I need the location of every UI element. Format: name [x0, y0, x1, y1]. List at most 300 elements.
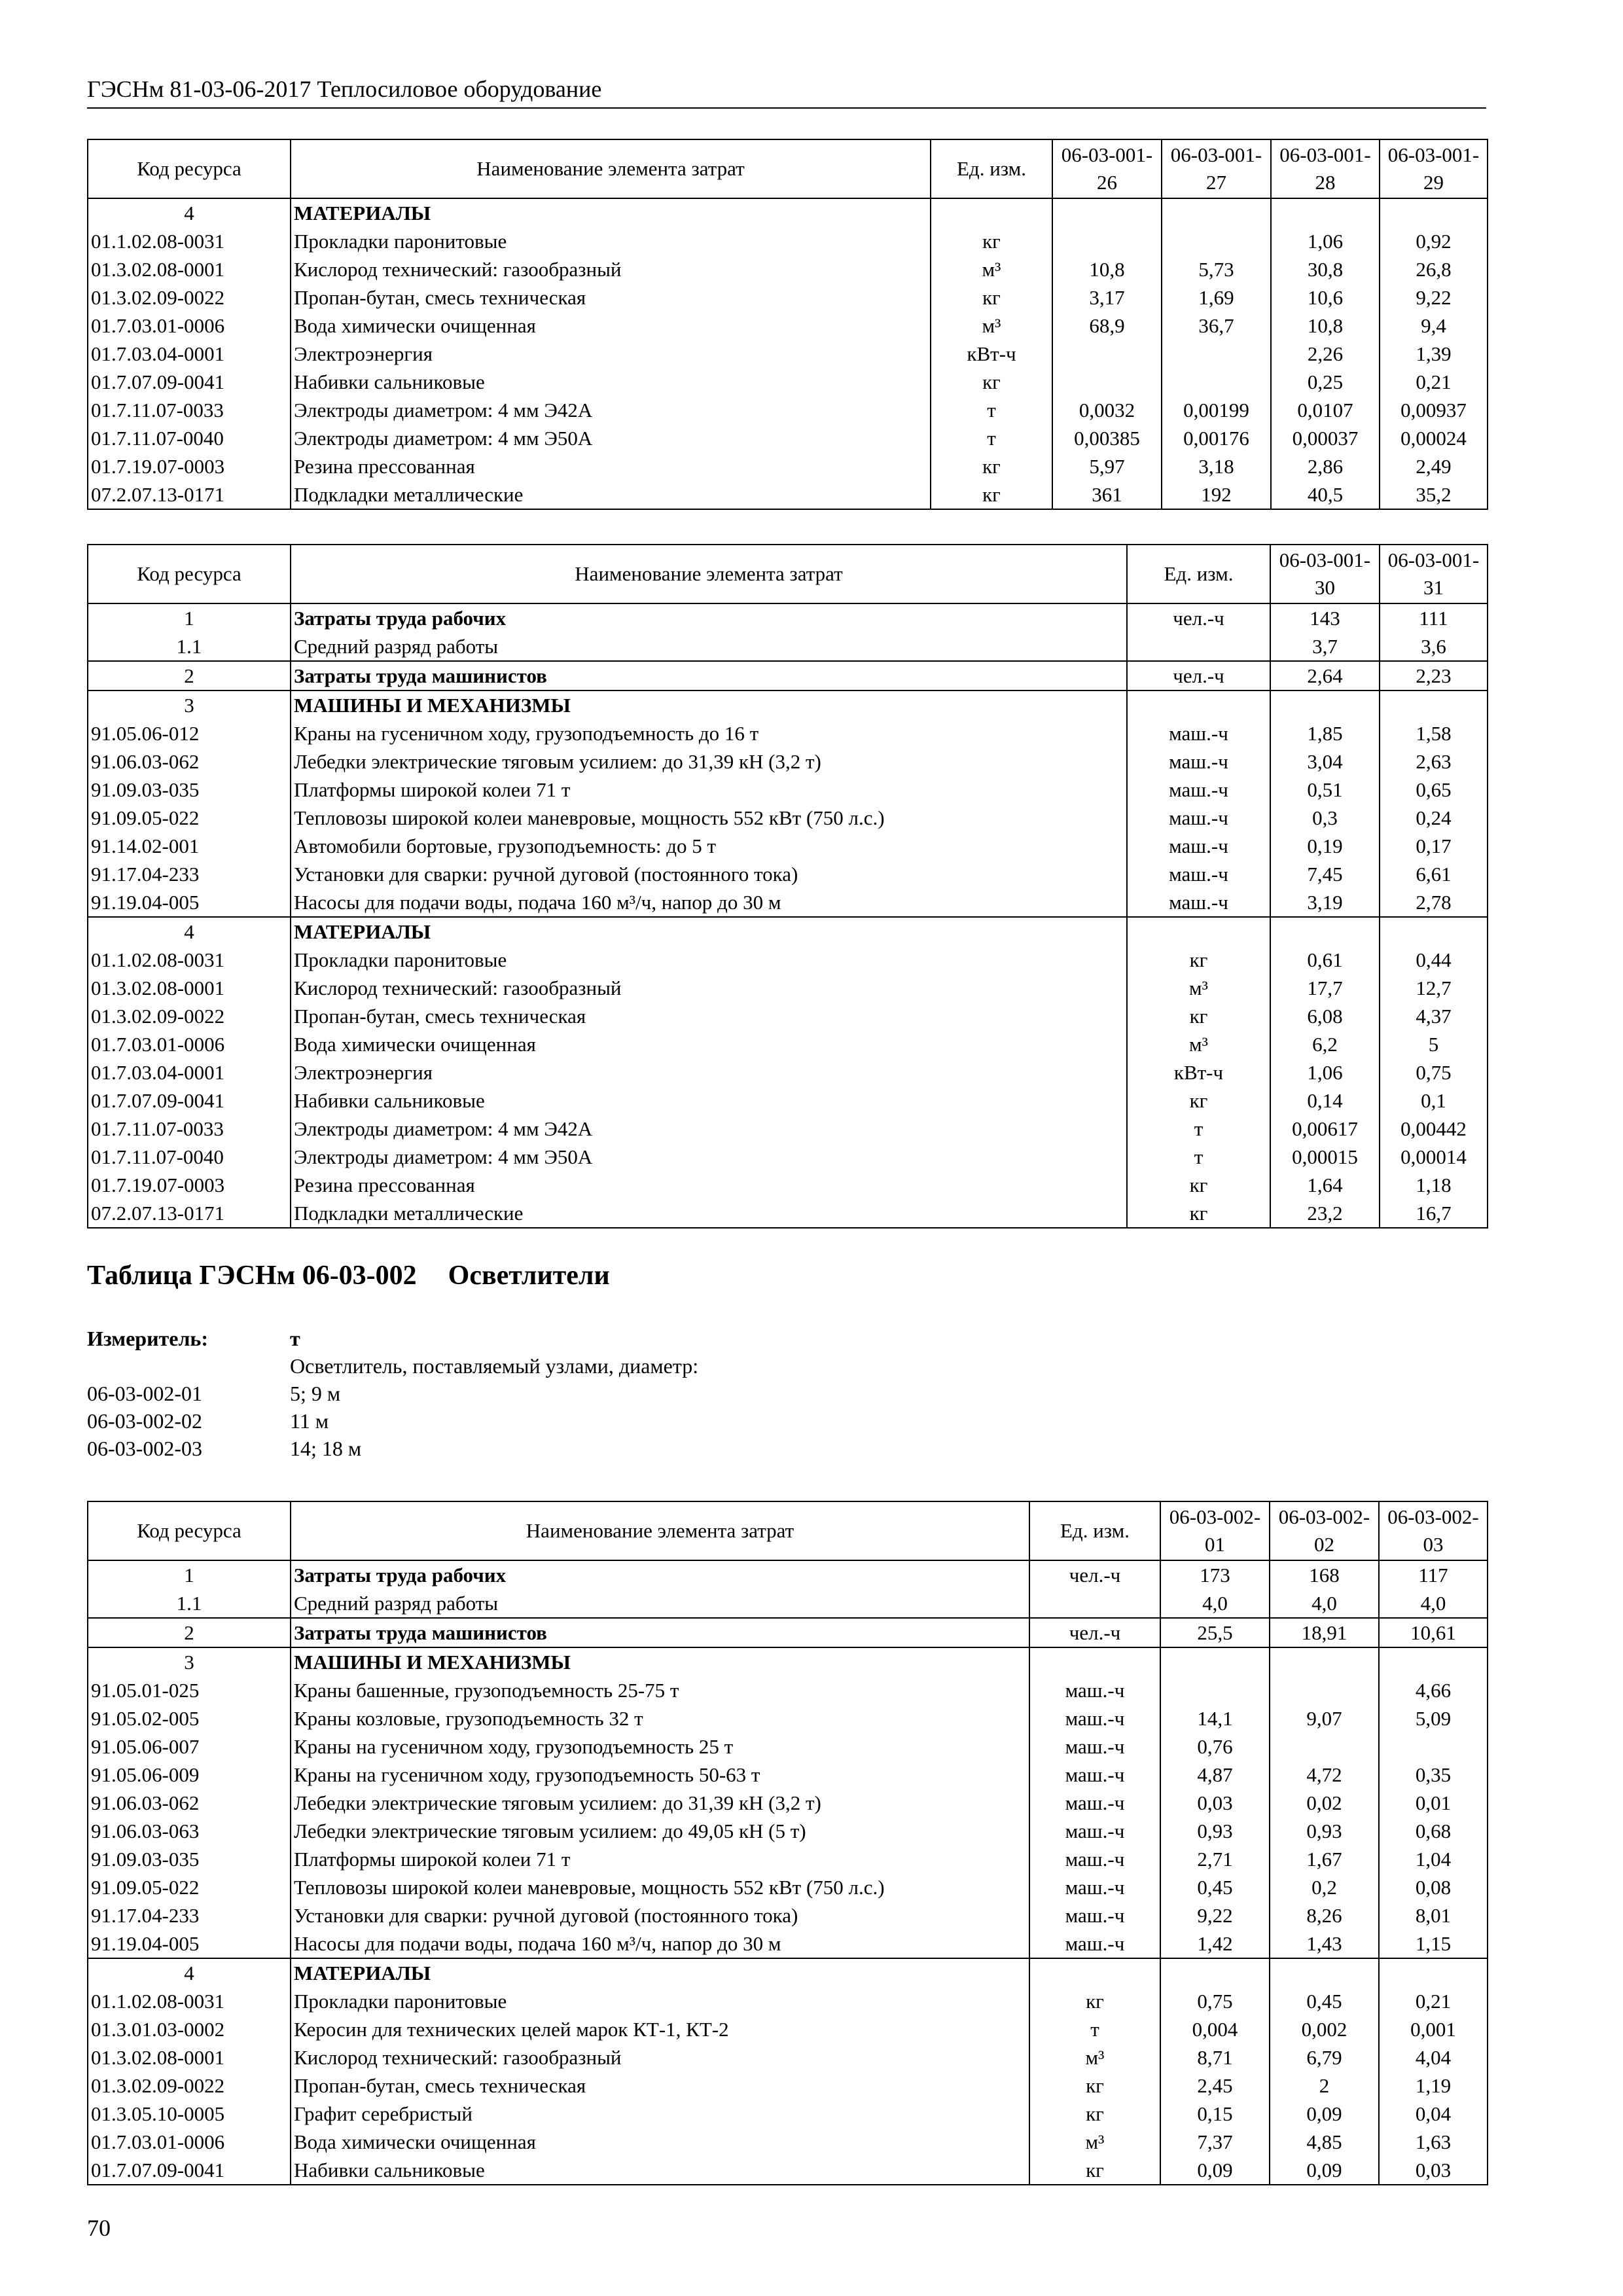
norm-value: 0,004: [1160, 2015, 1270, 2043]
unit: [1029, 1647, 1160, 1676]
norm-value: 2,63: [1380, 747, 1488, 776]
norm-value: 3,19: [1270, 888, 1380, 917]
resource-code: 2: [88, 1618, 291, 1647]
resource-code: 07.2.07.13-0171: [88, 480, 291, 509]
norm-value: 36,7: [1162, 312, 1271, 340]
norm-value: 0,01: [1379, 1789, 1488, 1817]
header-norm-column: 06-03-001-30: [1270, 545, 1380, 603]
norm-value: [1052, 368, 1162, 396]
norm-value: [1380, 198, 1488, 227]
norm-value: [1379, 1958, 1488, 1987]
norm-value: [1160, 1647, 1270, 1676]
header-norm-column: 06-03-001-29: [1380, 139, 1488, 198]
norm-value: 0,09: [1270, 2156, 1379, 2185]
resource-name: Средний разряд работы: [291, 632, 1127, 661]
resource-row: [88, 396, 1488, 424]
header-norm-column: 06-03-002-03: [1379, 1501, 1488, 1560]
resource-name: Кислород технический: газообразный: [291, 2043, 1029, 2072]
norm-value: 0,75: [1380, 1058, 1488, 1086]
resource-row: [88, 776, 1488, 804]
header-unit: Ед. изм.: [1029, 1501, 1160, 1560]
resource-name: МАШИНЫ И МЕХАНИЗМЫ: [291, 1647, 1029, 1676]
resource-code: 1.1: [88, 632, 291, 661]
unit: т: [931, 424, 1052, 452]
norm-value: 0,00015: [1270, 1143, 1380, 1171]
resource-code: 91.09.05-022: [88, 1873, 291, 1901]
norm-value: 6,08: [1270, 1002, 1380, 1030]
header-code: Код ресурса: [88, 1501, 291, 1560]
norm-value: 2,26: [1271, 340, 1380, 368]
resource-row: [88, 2072, 1488, 2100]
header-code: Код ресурса: [88, 139, 291, 198]
norm-value: 2,45: [1160, 2072, 1270, 2100]
norm-value: 0,00176: [1162, 424, 1271, 452]
resource-name: Электроды диаметром: 4 мм Э42А: [291, 396, 931, 424]
norm-value: 0,75: [1160, 1987, 1270, 2015]
header-norm-column: 06-03-002-02: [1270, 1501, 1379, 1560]
resource-name: Затраты труда машинистов: [291, 661, 1127, 691]
norm-value: 3,18: [1162, 452, 1271, 480]
resource-code: 01.7.11.07-0033: [88, 1115, 291, 1143]
norm-value: 25,5: [1160, 1618, 1270, 1647]
norm-value: 0,92: [1380, 227, 1488, 255]
norm-value: [1270, 1958, 1379, 1987]
norm-value: 0,00024: [1380, 424, 1488, 452]
norm-value: [1160, 1958, 1270, 1987]
unit: кг: [931, 480, 1052, 509]
unit: кг: [931, 283, 1052, 312]
resource-name: МАТЕРИАЛЫ: [291, 198, 931, 227]
resource-name: Электроэнергия: [291, 340, 931, 368]
norm-value: 0,1: [1380, 1086, 1488, 1115]
resource-row: [88, 1873, 1488, 1901]
resource-name: Краны козловые, грузоподъемность 32 т: [291, 1704, 1029, 1732]
header-unit: Ед. изм.: [1127, 545, 1270, 603]
resource-name: Установки для сварки: ручной дуговой (постоянного тока): [291, 860, 1127, 888]
norm-value: 0,93: [1160, 1817, 1270, 1845]
norm-value: 4,72: [1270, 1761, 1379, 1789]
resource-name: Подкладки металлические: [291, 480, 931, 509]
norm-value: [1270, 1676, 1379, 1704]
norm-value: 0,19: [1270, 832, 1380, 860]
norm-value: [1162, 198, 1271, 227]
norm-value: 6,2: [1270, 1030, 1380, 1058]
norm-value: [1052, 340, 1162, 368]
norm-value: [1162, 227, 1271, 255]
norm-value: 0,09: [1160, 2156, 1270, 2185]
unit: кг: [1127, 1171, 1270, 1199]
resource-code: 01.7.03.01-0006: [88, 2128, 291, 2156]
norm-value: 4,04: [1379, 2043, 1488, 2072]
resource-name: Насосы для подачи воды, подача 160 м³/ч, напор до 30 м: [291, 1929, 1029, 1958]
page-number: 70: [87, 2215, 111, 2241]
resource-code: 01.3.02.09-0022: [88, 1002, 291, 1030]
resource-name: Прокладки паронитовые: [291, 946, 1127, 974]
norm-value: 1,18: [1380, 1171, 1488, 1199]
norm-value: 10,6: [1271, 283, 1380, 312]
meter-description: Осветлитель, поставляемый узлами, диаметр:: [290, 1354, 699, 1378]
unit: чел.-ч: [1127, 603, 1270, 632]
norm-value: 0,68: [1379, 1817, 1488, 1845]
resource-row: [88, 340, 1488, 368]
meter-unit: т: [290, 1327, 300, 1350]
resource-row: [88, 1171, 1488, 1199]
header-code: Код ресурса: [88, 545, 291, 603]
header-norm-column: 06-03-002-01: [1160, 1501, 1270, 1560]
resource-row: [88, 1676, 1488, 1704]
resource-code: 4: [88, 917, 291, 946]
norm-value: 17,7: [1270, 974, 1380, 1002]
norm-value: 10,8: [1052, 255, 1162, 283]
resource-row: [88, 2043, 1488, 2072]
norm-value: 1,69: [1162, 283, 1271, 312]
unit: маш.-ч: [1029, 1704, 1160, 1732]
unit: кг: [931, 452, 1052, 480]
unit: маш.-ч: [1127, 860, 1270, 888]
meter-item: [87, 1435, 698, 1462]
norm-value: [1270, 1732, 1379, 1761]
resource-row: [88, 1704, 1488, 1732]
resource-name: Средний разряд работы: [291, 1589, 1029, 1618]
norm-value: 0,24: [1380, 804, 1488, 832]
unit: кг: [1029, 2100, 1160, 2128]
norm-value: [1271, 198, 1380, 227]
resource-row: [88, 946, 1488, 974]
resource-name: Вода химически очищенная: [291, 2128, 1029, 2156]
resource-name: МАТЕРИАЛЫ: [291, 917, 1127, 946]
resource-name: Платформы широкой колеи 71 т: [291, 1845, 1029, 1873]
resource-row: [88, 1845, 1488, 1873]
running-head: ГЭСНм 81-03-06-2017 Теплосиловое оборудование: [87, 76, 602, 102]
resource-name: Кислород технический: газообразный: [291, 255, 931, 283]
resource-name: Резина прессованная: [291, 1171, 1127, 1199]
norm-value: 1,15: [1379, 1929, 1488, 1958]
resource-name: Электроэнергия: [291, 1058, 1127, 1086]
norm-value: 23,2: [1270, 1199, 1380, 1228]
norm-value: 0,03: [1379, 2156, 1488, 2185]
norm-value: 7,37: [1160, 2128, 1270, 2156]
meter-block: [87, 1325, 698, 1462]
norm-value: 0,00199: [1162, 396, 1271, 424]
header-norm-column: 06-03-001-31: [1380, 545, 1488, 603]
norm-value: 5,09: [1379, 1704, 1488, 1732]
unit: кг: [931, 368, 1052, 396]
resource-code: 01.7.11.07-0040: [88, 424, 291, 452]
norm-value: 173: [1160, 1560, 1270, 1589]
sub-row: [88, 1589, 1488, 1618]
resource-row: [88, 1987, 1488, 2015]
resource-row: [88, 1732, 1488, 1761]
norm-value: 2,23: [1380, 661, 1488, 691]
resource-code: 91.09.03-035: [88, 1845, 291, 1873]
norm-value: 4,66: [1379, 1676, 1488, 1704]
norm-value: 1,04: [1379, 1845, 1488, 1873]
unit: кг: [1127, 1002, 1270, 1030]
resource-code: 01.1.02.08-0031: [88, 1987, 291, 2015]
header-name: Наименование элемента затрат: [291, 545, 1127, 603]
unit: кг: [931, 227, 1052, 255]
norm-value: [1270, 1647, 1379, 1676]
unit: м³: [931, 312, 1052, 340]
norm-value: 0,61: [1270, 946, 1380, 974]
unit: маш.-ч: [1127, 719, 1270, 747]
resource-code: 2: [88, 661, 291, 691]
meter-item-text: 14; 18 м: [290, 1437, 362, 1460]
resource-code: 91.05.06-007: [88, 1732, 291, 1761]
resource-code: 01.7.03.01-0006: [88, 1030, 291, 1058]
unit: кг: [1127, 1199, 1270, 1228]
resource-row: [88, 719, 1488, 747]
resource-code: 4: [88, 198, 291, 227]
norm-value: 4,37: [1380, 1002, 1488, 1030]
resource-name: Затраты труда рабочих: [291, 1560, 1029, 1589]
norm-value: 3,7: [1270, 632, 1380, 661]
norm-value: 0,00037: [1271, 424, 1380, 452]
norm-value: 8,26: [1270, 1901, 1379, 1929]
resource-code: 91.19.04-005: [88, 1929, 291, 1958]
table-title: Осветлители: [448, 1261, 610, 1291]
norm-value: 4,0: [1270, 1589, 1379, 1618]
norm-value: 1,64: [1270, 1171, 1380, 1199]
unit: т: [1127, 1143, 1270, 1171]
norm-value: 0,0032: [1052, 396, 1162, 424]
unit: маш.-ч: [1127, 747, 1270, 776]
norm-value: 0,51: [1270, 776, 1380, 804]
unit: [1029, 1958, 1160, 1987]
unit: [1029, 1589, 1160, 1618]
unit: м³: [1127, 974, 1270, 1002]
norm-value: 9,07: [1270, 1704, 1379, 1732]
norm-value: 14,1: [1160, 1704, 1270, 1732]
resource-name: Набивки сальниковые: [291, 368, 931, 396]
resource-name: Насосы для подачи воды, подача 160 м³/ч, напор до 30 м: [291, 888, 1127, 917]
resource-code: 1: [88, 1560, 291, 1589]
resource-name: Краны на гусеничном ходу, грузоподъемность до 16 т: [291, 719, 1127, 747]
section-row: [88, 917, 1488, 946]
norm-value: 26,8: [1380, 255, 1488, 283]
norm-value: 10,61: [1379, 1618, 1488, 1647]
resource-name: Графит серебристый: [291, 2100, 1029, 2128]
unit: кВт-ч: [931, 340, 1052, 368]
norm-value: 4,0: [1160, 1589, 1270, 1618]
resource-name: Вода химически очищенная: [291, 1030, 1127, 1058]
resource-row: [88, 1115, 1488, 1143]
meter-item-code: 06-03-002-03: [87, 1437, 202, 1460]
unit: маш.-ч: [1029, 1845, 1160, 1873]
resource-name: Лебедки электрические тяговым усилием: до 49,05 кН (5 т): [291, 1817, 1029, 1845]
norm-value: 7,45: [1270, 860, 1380, 888]
norm-value: 0,21: [1380, 368, 1488, 396]
unit: т: [931, 396, 1052, 424]
header-rule: [87, 107, 1486, 109]
resource-code: 91.09.05-022: [88, 804, 291, 832]
resource-code: 1.1: [88, 1589, 291, 1618]
unit: маш.-ч: [1127, 832, 1270, 860]
resource-row: [88, 832, 1488, 860]
resource-name: Набивки сальниковые: [291, 2156, 1029, 2185]
norm-value: 0,00385: [1052, 424, 1162, 452]
unit: м³: [931, 255, 1052, 283]
resource-name: Затраты труда машинистов: [291, 1618, 1029, 1647]
unit: маш.-ч: [1029, 1732, 1160, 1761]
resource-name: Электроды диаметром: 4 мм Э50А: [291, 1143, 1127, 1171]
norm-value: 1,85: [1270, 719, 1380, 747]
norm-value: 0,3: [1270, 804, 1380, 832]
norm-value: 0,2: [1270, 1873, 1379, 1901]
resource-name: Пропан-бутан, смесь техническая: [291, 1002, 1127, 1030]
norm-value: 3,6: [1380, 632, 1488, 661]
resource-row: [88, 2156, 1488, 2185]
resource-code: 01.7.07.09-0041: [88, 2156, 291, 2185]
resource-row: [88, 283, 1488, 312]
norm-value: 1,58: [1380, 719, 1488, 747]
resource-code: 01.7.11.07-0040: [88, 1143, 291, 1171]
norm-value: 40,5: [1271, 480, 1380, 509]
unit: маш.-ч: [1127, 804, 1270, 832]
meter-item-code: 06-03-002-01: [87, 1382, 202, 1405]
norm-value: [1379, 1732, 1488, 1761]
resource-row: [88, 2128, 1488, 2156]
norm-value: 6,79: [1270, 2043, 1379, 2072]
sub-row: [88, 632, 1488, 661]
norm-value: 4,0: [1379, 1589, 1488, 1618]
header-name: Наименование элемента затрат: [291, 1501, 1029, 1560]
norm-value: 1,42: [1160, 1929, 1270, 1958]
resource-row: [88, 368, 1488, 396]
resource-code: 01.7.03.01-0006: [88, 312, 291, 340]
norm-value: 0,65: [1380, 776, 1488, 804]
unit: маш.-ч: [1029, 1761, 1160, 1789]
norm-table-06-03-002: [87, 1501, 1488, 2185]
resource-code: 01.3.02.08-0001: [88, 974, 291, 1002]
unit: маш.-ч: [1029, 1873, 1160, 1901]
resource-code: 01.7.07.09-0041: [88, 368, 291, 396]
resource-code: 3: [88, 691, 291, 719]
norm-table-06-03-001-26-29: [87, 139, 1488, 510]
norm-value: 0,93: [1270, 1817, 1379, 1845]
unit: кг: [1029, 1987, 1160, 2015]
norm-value: 1,39: [1380, 340, 1488, 368]
resource-name: Электроды диаметром: 4 мм Э50А: [291, 424, 931, 452]
unit: т: [1127, 1115, 1270, 1143]
norm-value: 0,09: [1270, 2100, 1379, 2128]
norm-value: 1,63: [1379, 2128, 1488, 2156]
section-row: [88, 1618, 1488, 1647]
resource-name: Прокладки паронитовые: [291, 227, 931, 255]
resource-row: [88, 888, 1488, 917]
resource-code: 1: [88, 603, 291, 632]
resource-code: 01.1.02.08-0031: [88, 946, 291, 974]
header-name: Наименование элемента затрат: [291, 139, 931, 198]
resource-row: [88, 747, 1488, 776]
unit: [1127, 917, 1270, 946]
resource-name: Затраты труда рабочих: [291, 603, 1127, 632]
resource-row: [88, 312, 1488, 340]
norm-value: 0,15: [1160, 2100, 1270, 2128]
resource-code: 01.3.02.09-0022: [88, 2072, 291, 2100]
resource-row: [88, 974, 1488, 1002]
resource-name: Резина прессованная: [291, 452, 931, 480]
resource-name: Установки для сварки: ручной дуговой (постоянного тока): [291, 1901, 1029, 1929]
norm-value: 8,01: [1379, 1901, 1488, 1929]
norm-value: 9,22: [1160, 1901, 1270, 1929]
norm-value: 0,001: [1379, 2015, 1488, 2043]
header-norm-column: 06-03-001-26: [1052, 139, 1162, 198]
unit: кВт-ч: [1127, 1058, 1270, 1086]
norm-value: 2,64: [1270, 661, 1380, 691]
norm-value: 2,86: [1271, 452, 1380, 480]
norm-value: 2: [1270, 2072, 1379, 2100]
norm-value: 1,67: [1270, 1845, 1379, 1873]
resource-name: Пропан-бутан, смесь техническая: [291, 283, 931, 312]
norm-value: [1379, 1647, 1488, 1676]
resource-row: [88, 2100, 1488, 2128]
norm-value: 8,71: [1160, 2043, 1270, 2072]
norm-value: [1162, 368, 1271, 396]
unit: маш.-ч: [1029, 1789, 1160, 1817]
resource-row: [88, 1143, 1488, 1171]
unit: м³: [1127, 1030, 1270, 1058]
norm-value: 111: [1380, 603, 1488, 632]
resource-code: 91.06.03-063: [88, 1817, 291, 1845]
norm-value: 0,00617: [1270, 1115, 1380, 1143]
resource-row: [88, 1761, 1488, 1789]
norm-value: 0,14: [1270, 1086, 1380, 1115]
norm-value: 3,04: [1270, 747, 1380, 776]
resource-code: 4: [88, 1958, 291, 1987]
resource-row: [88, 2015, 1488, 2043]
header-norm-column: 06-03-001-28: [1271, 139, 1380, 198]
resource-name: Пропан-бутан, смесь техническая: [291, 2072, 1029, 2100]
table-number: Таблица ГЭСНм 06-03-002: [87, 1261, 417, 1291]
resource-code: 01.3.01.03-0002: [88, 2015, 291, 2043]
unit: чел.-ч: [1029, 1618, 1160, 1647]
norm-value: 0,76: [1160, 1732, 1270, 1761]
resource-row: [88, 1817, 1488, 1845]
resource-code: 91.17.04-233: [88, 860, 291, 888]
norm-value: 9,4: [1380, 312, 1488, 340]
norm-value: 4,87: [1160, 1761, 1270, 1789]
norm-value: 361: [1052, 480, 1162, 509]
resource-name: МАТЕРИАЛЫ: [291, 1958, 1029, 1987]
norm-value: 6,61: [1380, 860, 1488, 888]
norm-value: 0,35: [1379, 1761, 1488, 1789]
unit: [931, 198, 1052, 227]
norm-value: 0,45: [1160, 1873, 1270, 1901]
norm-value: 16,7: [1380, 1199, 1488, 1228]
norm-value: 0,0107: [1271, 396, 1380, 424]
norm-value: 35,2: [1380, 480, 1488, 509]
resource-name: Краны на гусеничном ходу, грузоподъемность 25 т: [291, 1732, 1029, 1761]
norm-value: 192: [1162, 480, 1271, 509]
norm-table-06-03-001-30-31: [87, 544, 1488, 1229]
resource-row: [88, 255, 1488, 283]
norm-value: 1,19: [1379, 2072, 1488, 2100]
resource-name: Краны башенные, грузоподъемность 25-75 т: [291, 1676, 1029, 1704]
norm-value: 143: [1270, 603, 1380, 632]
resource-name: Автомобили бортовые, грузоподъемность: до 5 т: [291, 832, 1127, 860]
resource-name: МАШИНЫ И МЕХАНИЗМЫ: [291, 691, 1127, 719]
resource-code: 91.19.04-005: [88, 888, 291, 917]
norm-value: 18,91: [1270, 1618, 1379, 1647]
resource-row: [88, 1002, 1488, 1030]
norm-value: 5,73: [1162, 255, 1271, 283]
norm-value: [1380, 917, 1488, 946]
resource-code: 91.14.02-001: [88, 832, 291, 860]
norm-value: 0,17: [1380, 832, 1488, 860]
unit: кг: [1127, 946, 1270, 974]
header-norm-column: 06-03-001-27: [1162, 139, 1271, 198]
